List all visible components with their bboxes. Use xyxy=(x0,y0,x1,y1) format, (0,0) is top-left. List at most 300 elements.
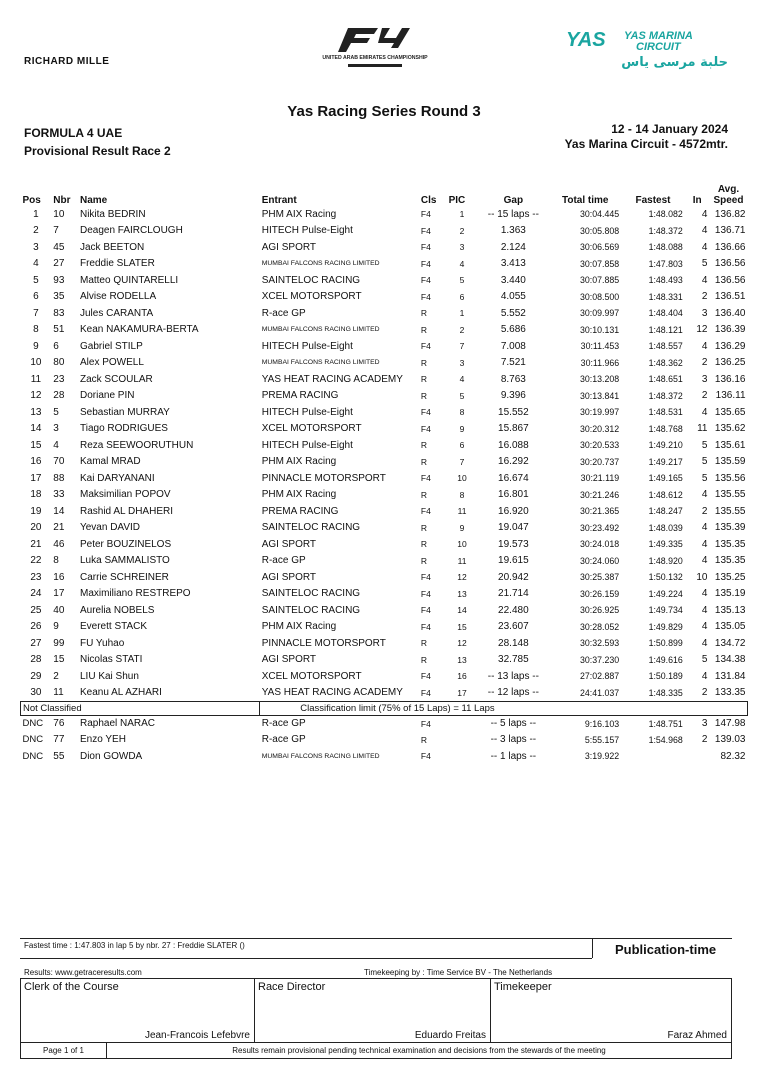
cell-fastest-lap: 1:49.210 xyxy=(648,440,683,451)
cell-pos: 5 xyxy=(33,274,39,286)
col-pos: Pos xyxy=(22,195,41,206)
result-row xyxy=(21,239,748,256)
cell-driver-name: Enzo YEH xyxy=(79,734,126,746)
result-row xyxy=(21,685,748,702)
cell-nbr: 83 xyxy=(53,307,65,319)
cell-pos: 17 xyxy=(30,472,42,484)
cell-pos: DNC xyxy=(22,750,44,762)
cell-gap: 2.124 xyxy=(500,241,526,253)
cell-avg-speed: 135.61 xyxy=(714,439,746,451)
svg-text:UNITED ARAB EMIRATES CHAMPIONS: UNITED ARAB EMIRATES CHAMPIONSHIP xyxy=(322,55,428,61)
svg-text:CIRCUIT: CIRCUIT xyxy=(636,41,681,53)
cell-gap: 5.552 xyxy=(500,307,526,319)
publication-time: Publication-time xyxy=(592,938,732,958)
cell-driver-name: Doriane PIN xyxy=(79,390,135,402)
cell-total-time: 9:16.103 xyxy=(584,718,620,729)
cell-in-lap: 2 xyxy=(701,390,708,402)
result-row xyxy=(21,619,748,636)
cell-gap: 5.686 xyxy=(500,324,526,336)
cell-avg-speed: 135.19 xyxy=(714,588,746,600)
cell-fastest-lap: 1:49.829 xyxy=(648,621,683,632)
cell-driver-name: Jules CARANTA xyxy=(79,307,154,319)
cell-gap: 4.055 xyxy=(500,291,526,303)
cell-class: R xyxy=(420,522,428,533)
clerk-cell xyxy=(21,979,255,1043)
cell-in-lap: 4 xyxy=(701,555,708,567)
cell-avg-speed: 82.32 xyxy=(720,750,746,762)
results-body xyxy=(21,206,748,701)
cell-class: R xyxy=(420,308,428,319)
cell-pos: 2 xyxy=(33,225,39,237)
series-name: FORMULA 4 UAE xyxy=(24,126,123,140)
cell-pos: 13 xyxy=(30,406,42,418)
cell-pos: 6 xyxy=(33,291,39,303)
cell-pic: 1 xyxy=(459,308,465,319)
cell-pic: 10 xyxy=(457,539,467,550)
cell-driver-name: Reza SEEWOORUTHUN xyxy=(79,439,194,451)
result-row xyxy=(21,586,748,603)
results-url: Results: www.getraceresults.com xyxy=(24,968,142,977)
cell-class: F4 xyxy=(420,572,431,583)
cell-in-lap: 3 xyxy=(701,373,708,385)
cell-in-lap: 4 xyxy=(701,670,708,682)
cell-class: F4 xyxy=(420,275,431,286)
cell-pic: 9 xyxy=(459,522,465,533)
cell-fastest-lap: 1:48.404 xyxy=(648,308,683,319)
cell-entrant: PREMA RACING xyxy=(261,505,339,517)
result-row xyxy=(21,602,748,619)
cell-avg-speed: 136.11 xyxy=(715,390,746,402)
cell-class: F4 xyxy=(420,588,431,599)
cell-entrant: SAINTELOC RACING xyxy=(261,522,361,534)
cell-driver-name: Kamal MRAD xyxy=(79,456,141,468)
cell-pos: DNC xyxy=(22,718,44,729)
cell-avg-speed: 135.39 xyxy=(714,522,746,534)
cell-entrant: PINNACLE MOTORSPORT xyxy=(261,637,386,649)
cell-driver-name: Maksimilian POPOV xyxy=(79,489,171,501)
cell-gap: 32.785 xyxy=(498,654,529,666)
col-cls: Cls xyxy=(420,195,437,206)
cell-pic: 2 xyxy=(459,225,465,236)
cell-class: F4 xyxy=(420,341,431,352)
cell-entrant: R-ace GP xyxy=(261,734,306,746)
not-classified-row xyxy=(21,701,748,715)
cell-fastest-lap: 1:48.121 xyxy=(648,324,683,335)
cell-class: R xyxy=(420,654,428,665)
cell-entrant: HITECH Pulse-Eight xyxy=(261,340,353,352)
cell-avg-speed: 135.55 xyxy=(714,489,746,501)
cell-nbr: 2 xyxy=(53,670,59,682)
cell-total-time: 30:25.387 xyxy=(580,572,620,583)
cell-total-time: 30:11.966 xyxy=(580,357,620,368)
cell-nbr: 80 xyxy=(53,357,65,369)
cell-entrant: HITECH Pulse-Eight xyxy=(261,406,353,418)
cell-nbr: 11 xyxy=(53,687,64,698)
cell-total-time: 30:32.593 xyxy=(580,638,620,649)
cell-in-lap: 4 xyxy=(701,588,708,600)
cell-gap: -- 15 laps -- xyxy=(487,208,539,220)
cell-total-time: 30:19.997 xyxy=(580,407,620,418)
cell-class: F4 xyxy=(420,751,431,762)
cell-gap: 16.801 xyxy=(498,489,529,501)
cell-fastest-lap: 1:48.920 xyxy=(648,555,683,566)
cell-driver-name: Alvise RODELLA xyxy=(79,291,157,303)
cell-pic: 11 xyxy=(457,555,467,566)
cell-class: R xyxy=(420,440,428,451)
cell-entrant: R-ace GP xyxy=(261,307,306,319)
dnc-body xyxy=(21,715,748,765)
svg-text:حلبة مرسى ياس: حلبة مرسى ياس xyxy=(621,55,728,70)
cell-pos: 12 xyxy=(30,390,42,402)
cell-entrant: SAINTELOC RACING xyxy=(261,604,361,616)
cell-class: R xyxy=(420,374,428,385)
page-title: Yas Racing Series Round 3 xyxy=(287,103,481,120)
cell-fastest-lap: 1:49.165 xyxy=(648,473,683,484)
cell-driver-name: Sebastian MURRAY xyxy=(79,406,170,418)
cell-in-lap: 11 xyxy=(697,423,708,435)
cell-driver-name: Zack SCOULAR xyxy=(79,373,153,385)
cell-in-lap: 5 xyxy=(701,472,708,484)
cell-fastest-lap: 1:48.372 xyxy=(648,390,683,401)
cell-driver-name: Kean NAKAMURA-BERTA xyxy=(79,324,199,336)
cell-gap: -- 1 laps -- xyxy=(490,750,537,762)
cell-class: F4 xyxy=(420,473,431,484)
cell-nbr: 51 xyxy=(53,324,65,336)
dnc-row xyxy=(21,715,748,732)
cell-driver-name: Nicolas STATI xyxy=(79,654,143,666)
cell-pos: 3 xyxy=(33,241,39,253)
cell-total-time: 30:23.492 xyxy=(580,522,620,533)
cell-gap: 7.521 xyxy=(500,357,526,369)
cell-fastest-lap: 1:48.082 xyxy=(648,209,683,220)
cell-pos: 29 xyxy=(30,670,42,682)
cell-pic: 7 xyxy=(459,456,465,467)
cell-class: F4 xyxy=(420,209,431,220)
cell-total-time: 30:13.841 xyxy=(580,390,620,401)
cell-driver-name: Dion GOWDA xyxy=(79,750,143,762)
svg-text:YAS: YAS xyxy=(566,29,606,51)
cell-class: F4 xyxy=(420,242,431,253)
cell-fastest-lap: 1:49.616 xyxy=(648,654,683,665)
cell-in-lap: 4 xyxy=(701,538,708,550)
cell-in-lap: 4 xyxy=(701,489,708,501)
cell-avg-speed: 135.05 xyxy=(714,621,746,633)
cell-class: R xyxy=(420,638,428,649)
cell-fastest-lap: 1:48.039 xyxy=(648,522,683,533)
cell-gap: -- 13 laps -- xyxy=(487,670,539,682)
col-avg-speed: Avg. Speed xyxy=(713,184,744,206)
result-row xyxy=(21,520,748,537)
cell-in-lap: 4 xyxy=(701,604,708,616)
cell-avg-speed: 136.51 xyxy=(714,291,746,303)
cell-nbr: 8 xyxy=(53,555,59,567)
cell-pic: 3 xyxy=(459,242,465,253)
col-entrant: Entrant xyxy=(261,195,297,206)
cell-class: F4 xyxy=(420,423,431,434)
cell-nbr: 16 xyxy=(53,571,65,583)
cell-in-lap: 12 xyxy=(696,324,708,336)
cell-nbr: 14 xyxy=(53,505,65,517)
cell-gap: 19.573 xyxy=(498,538,529,550)
cell-entrant: SAINTELOC RACING xyxy=(261,274,361,286)
cell-nbr: 33 xyxy=(53,489,65,501)
result-row xyxy=(21,322,748,339)
cell-entrant: PHM AIX Racing xyxy=(261,456,337,468)
cell-driver-name: Maximiliano RESTREPO xyxy=(79,588,191,600)
cell-avg-speed: 135.25 xyxy=(714,571,746,583)
timekeeper-label: Timekeeper xyxy=(494,981,552,993)
cell-class: F4 xyxy=(420,671,431,682)
cell-driver-name: Nikita BEDRIN xyxy=(79,208,146,220)
signature-table xyxy=(20,978,732,1043)
result-row xyxy=(21,206,748,223)
clerk-name: Jean-Francois Lefebvre xyxy=(144,1030,250,1041)
svg-text:YAS MARINA: YAS MARINA xyxy=(624,30,693,42)
cell-pic: 15 xyxy=(457,621,467,632)
director-cell xyxy=(255,979,491,1043)
cell-pos: 28 xyxy=(30,654,42,666)
cell-total-time: 30:24.018 xyxy=(580,539,620,550)
result-row xyxy=(21,404,748,421)
results-table xyxy=(20,184,748,765)
result-row xyxy=(21,256,748,273)
cell-gap: 23.607 xyxy=(498,621,529,633)
cell-driver-name: Peter BOUZINELOS xyxy=(79,538,172,550)
result-row xyxy=(21,652,748,669)
cell-in-lap: 4 xyxy=(701,340,708,352)
cell-total-time: 30:26.925 xyxy=(580,605,620,616)
cell-pic: 6 xyxy=(459,291,465,302)
cell-pic: 4 xyxy=(459,258,465,269)
cell-pic: 2 xyxy=(459,324,465,335)
cell-fastest-lap: 1:48.751 xyxy=(648,718,683,729)
cell-total-time: 30:28.052 xyxy=(580,621,620,632)
cell-fastest-lap: 1:48.651 xyxy=(648,374,683,385)
timekeeping-info: Timekeeping by : Time Service BV - The Netherlands xyxy=(364,968,553,977)
cell-entrant: R-ace GP xyxy=(261,555,306,567)
cell-entrant: HITECH Pulse-Eight xyxy=(261,439,353,451)
cell-nbr: 99 xyxy=(53,637,65,649)
cell-total-time: 30:08.500 xyxy=(580,291,620,302)
cell-total-time: 30:07.858 xyxy=(580,258,620,269)
cell-nbr: 21 xyxy=(53,522,65,534)
cell-pic: 17 xyxy=(457,687,467,698)
cell-fastest-lap: 1:48.335 xyxy=(648,687,683,698)
result-row xyxy=(21,272,748,289)
cell-total-time: 30:05.808 xyxy=(580,225,620,236)
cell-entrant: MUMBAI FALCONS RACING LIMITED xyxy=(261,326,380,334)
cell-pic: 8 xyxy=(459,407,465,418)
table-header-row xyxy=(21,184,748,206)
cell-class: R xyxy=(420,555,428,566)
cell-nbr: 76 xyxy=(53,718,65,729)
cell-in-lap: 5 xyxy=(701,654,708,666)
cell-entrant: HITECH Pulse-Eight xyxy=(261,225,353,237)
cell-fastest-lap: 1:49.335 xyxy=(648,539,683,550)
cell-total-time: 30:07.885 xyxy=(580,275,620,286)
cell-pos: 8 xyxy=(33,324,39,336)
cell-driver-name: Tiago RODRIGUES xyxy=(79,423,168,435)
event-dates: 12 - 14 January 2024 xyxy=(611,122,728,136)
cell-fastest-lap: 1:48.531 xyxy=(648,407,683,418)
cell-fastest-lap: 1:47.803 xyxy=(648,258,683,269)
cell-class: F4 xyxy=(420,687,431,698)
cell-avg-speed: 135.55 xyxy=(714,505,746,517)
cell-pic: 1 xyxy=(459,209,465,220)
cell-avg-speed: 135.13 xyxy=(714,604,746,616)
result-row xyxy=(21,503,748,520)
cell-nbr: 45 xyxy=(53,241,65,253)
cell-driver-name: Everett STACK xyxy=(79,621,148,633)
cell-fastest-lap: 1:48.331 xyxy=(648,291,683,302)
cell-pic: 10 xyxy=(457,473,467,484)
cell-pic xyxy=(447,732,478,749)
cell-avg-speed: 131.84 xyxy=(714,670,746,682)
cell-driver-name: Raphael NARAC xyxy=(79,718,156,729)
cell-pos: 24 xyxy=(30,588,42,600)
cell-total-time: 30:06.569 xyxy=(580,242,620,253)
cell-total-time: 30:20.312 xyxy=(580,423,620,434)
cell-fastest-lap: 1:54.968 xyxy=(648,734,683,745)
cell-avg-speed: 136.25 xyxy=(714,357,746,369)
col-in: In xyxy=(692,195,702,206)
timekeeper-name: Faraz Ahmed xyxy=(667,1030,727,1041)
cell-pos: 1 xyxy=(33,208,39,220)
cell-fastest-lap: 1:49.217 xyxy=(648,456,683,467)
cell-pos: 26 xyxy=(30,621,42,633)
cell-gap: 19.615 xyxy=(498,555,529,567)
cell-avg-speed: 136.56 xyxy=(714,274,746,286)
cell-gap: 9.396 xyxy=(500,390,526,402)
result-row xyxy=(21,470,748,487)
result-row xyxy=(21,305,748,322)
cell-total-time: 5:55.157 xyxy=(584,734,620,745)
cell-pos: DNC xyxy=(22,734,44,746)
cell-nbr: 5 xyxy=(53,406,59,418)
cell-in-lap: 2 xyxy=(701,734,708,746)
cell-class: R xyxy=(420,734,428,745)
cell-pic: 8 xyxy=(459,489,465,500)
cell-pic: 3 xyxy=(459,357,465,368)
cell-gap: 20.942 xyxy=(498,571,529,583)
cell-entrant: MUMBAI FALCONS RACING LIMITED xyxy=(261,260,380,268)
cell-total-time: 30:21.119 xyxy=(580,473,620,484)
cell-gap: -- 3 laps -- xyxy=(490,734,537,746)
cell-nbr: 9 xyxy=(53,621,59,633)
cell-gap: 16.292 xyxy=(498,456,529,468)
cell-pic: 13 xyxy=(457,588,467,599)
cell-avg-speed: 136.71 xyxy=(714,225,746,237)
timekeeper-cell xyxy=(491,979,732,1043)
result-row xyxy=(21,338,748,355)
cell-entrant: XCEL MOTORSPORT xyxy=(261,423,362,435)
cell-pos: 11 xyxy=(30,373,42,385)
cell-in-lap: 5 xyxy=(701,456,708,468)
cell-entrant: YAS HEAT RACING ACADEMY xyxy=(261,687,403,698)
cell-nbr: 3 xyxy=(53,423,59,435)
fastest-lap-info: Fastest time : 1:47.803 in lap 5 by nbr. 27 : Freddie SLATER () xyxy=(24,941,245,950)
cell-gap: 15.552 xyxy=(498,406,529,418)
cell-pic: 5 xyxy=(459,390,465,401)
cell-pos: 23 xyxy=(30,571,42,583)
cell-total-time: 27:02.887 xyxy=(580,671,620,682)
cell-gap: 16.088 xyxy=(498,439,529,451)
clerk-label: Clerk of the Course xyxy=(24,981,119,993)
cell-pos: 21 xyxy=(30,538,42,550)
cell-class: F4 xyxy=(420,506,431,517)
cell-avg-speed: 135.35 xyxy=(714,538,746,550)
result-row xyxy=(21,635,748,652)
cell-class: R xyxy=(420,456,428,467)
cell-entrant: PHM AIX Racing xyxy=(261,621,337,633)
result-row xyxy=(21,421,748,438)
cell-total-time: 30:10.131 xyxy=(580,324,620,335)
result-row xyxy=(21,569,748,586)
cell-fastest-lap: 1:48.247 xyxy=(648,506,683,517)
cell-avg-speed: 134.72 xyxy=(714,637,746,649)
cell-gap: 16.920 xyxy=(498,505,529,517)
result-row xyxy=(21,668,748,685)
cell-pic: 12 xyxy=(457,638,467,649)
cell-avg-speed: 135.56 xyxy=(714,472,746,484)
cell-gap: -- 12 laps -- xyxy=(487,687,539,698)
cell-avg-speed: 135.62 xyxy=(714,423,746,435)
cell-gap: 15.867 xyxy=(498,423,529,435)
cell-driver-name: Luka SAMMALISTO xyxy=(79,555,170,567)
cell-driver-name: Kai DARYANANI xyxy=(79,472,155,484)
cell-total-time: 30:37.230 xyxy=(580,654,620,665)
cell-total-time: 30:21.365 xyxy=(580,506,620,517)
col-pic: PIC xyxy=(448,195,466,206)
cell-in-lap: 5 xyxy=(701,439,708,451)
cell-class: R xyxy=(420,390,428,401)
cell-gap: 3.440 xyxy=(500,274,526,286)
cell-pic: 16 xyxy=(457,671,467,682)
cell-class: F4 xyxy=(420,225,431,236)
cell-driver-name: FU Yuhao xyxy=(79,637,125,649)
cell-driver-name: Alex POWELL xyxy=(79,357,144,369)
cell-in-lap: 2 xyxy=(701,687,708,698)
cell-class: F4 xyxy=(420,621,431,632)
col-total-time: Total time xyxy=(561,195,609,206)
cell-nbr: 88 xyxy=(53,472,65,484)
cell-driver-name: Matteo QUINTARELLI xyxy=(79,274,179,286)
cell-fastest-lap: 1:48.768 xyxy=(648,423,683,434)
cell-total-time: 30:20.533 xyxy=(580,440,620,451)
cell-pos: 27 xyxy=(30,637,42,649)
cell-pos: 19 xyxy=(30,505,42,517)
cell-entrant: SAINTELOC RACING xyxy=(261,588,361,600)
page-info-table xyxy=(20,1042,732,1059)
richard-mille-logo: RICHARD MILLE xyxy=(24,56,110,67)
result-subtitle: Provisional Result Race 2 xyxy=(24,144,171,158)
cell-driver-name: Rashid AL DHAHERI xyxy=(79,505,173,517)
cell-in-lap: 2 xyxy=(701,291,708,303)
cell-avg-speed: 136.29 xyxy=(714,340,746,352)
cell-entrant: AGI SPORT xyxy=(261,538,317,550)
cell-fastest-lap: 1:48.557 xyxy=(648,341,683,352)
cell-avg-speed: 136.40 xyxy=(714,307,746,319)
cell-total-time: 24:41.037 xyxy=(580,687,620,698)
cell-total-time: 30:20.737 xyxy=(580,456,620,467)
cell-avg-speed: 136.16 xyxy=(714,373,746,385)
result-row xyxy=(21,223,748,240)
cell-class: R xyxy=(420,489,428,500)
result-row xyxy=(21,355,748,372)
cell-pos: 22 xyxy=(30,555,42,567)
cell-entrant: PHM AIX Racing xyxy=(261,208,337,220)
result-row xyxy=(21,388,748,405)
